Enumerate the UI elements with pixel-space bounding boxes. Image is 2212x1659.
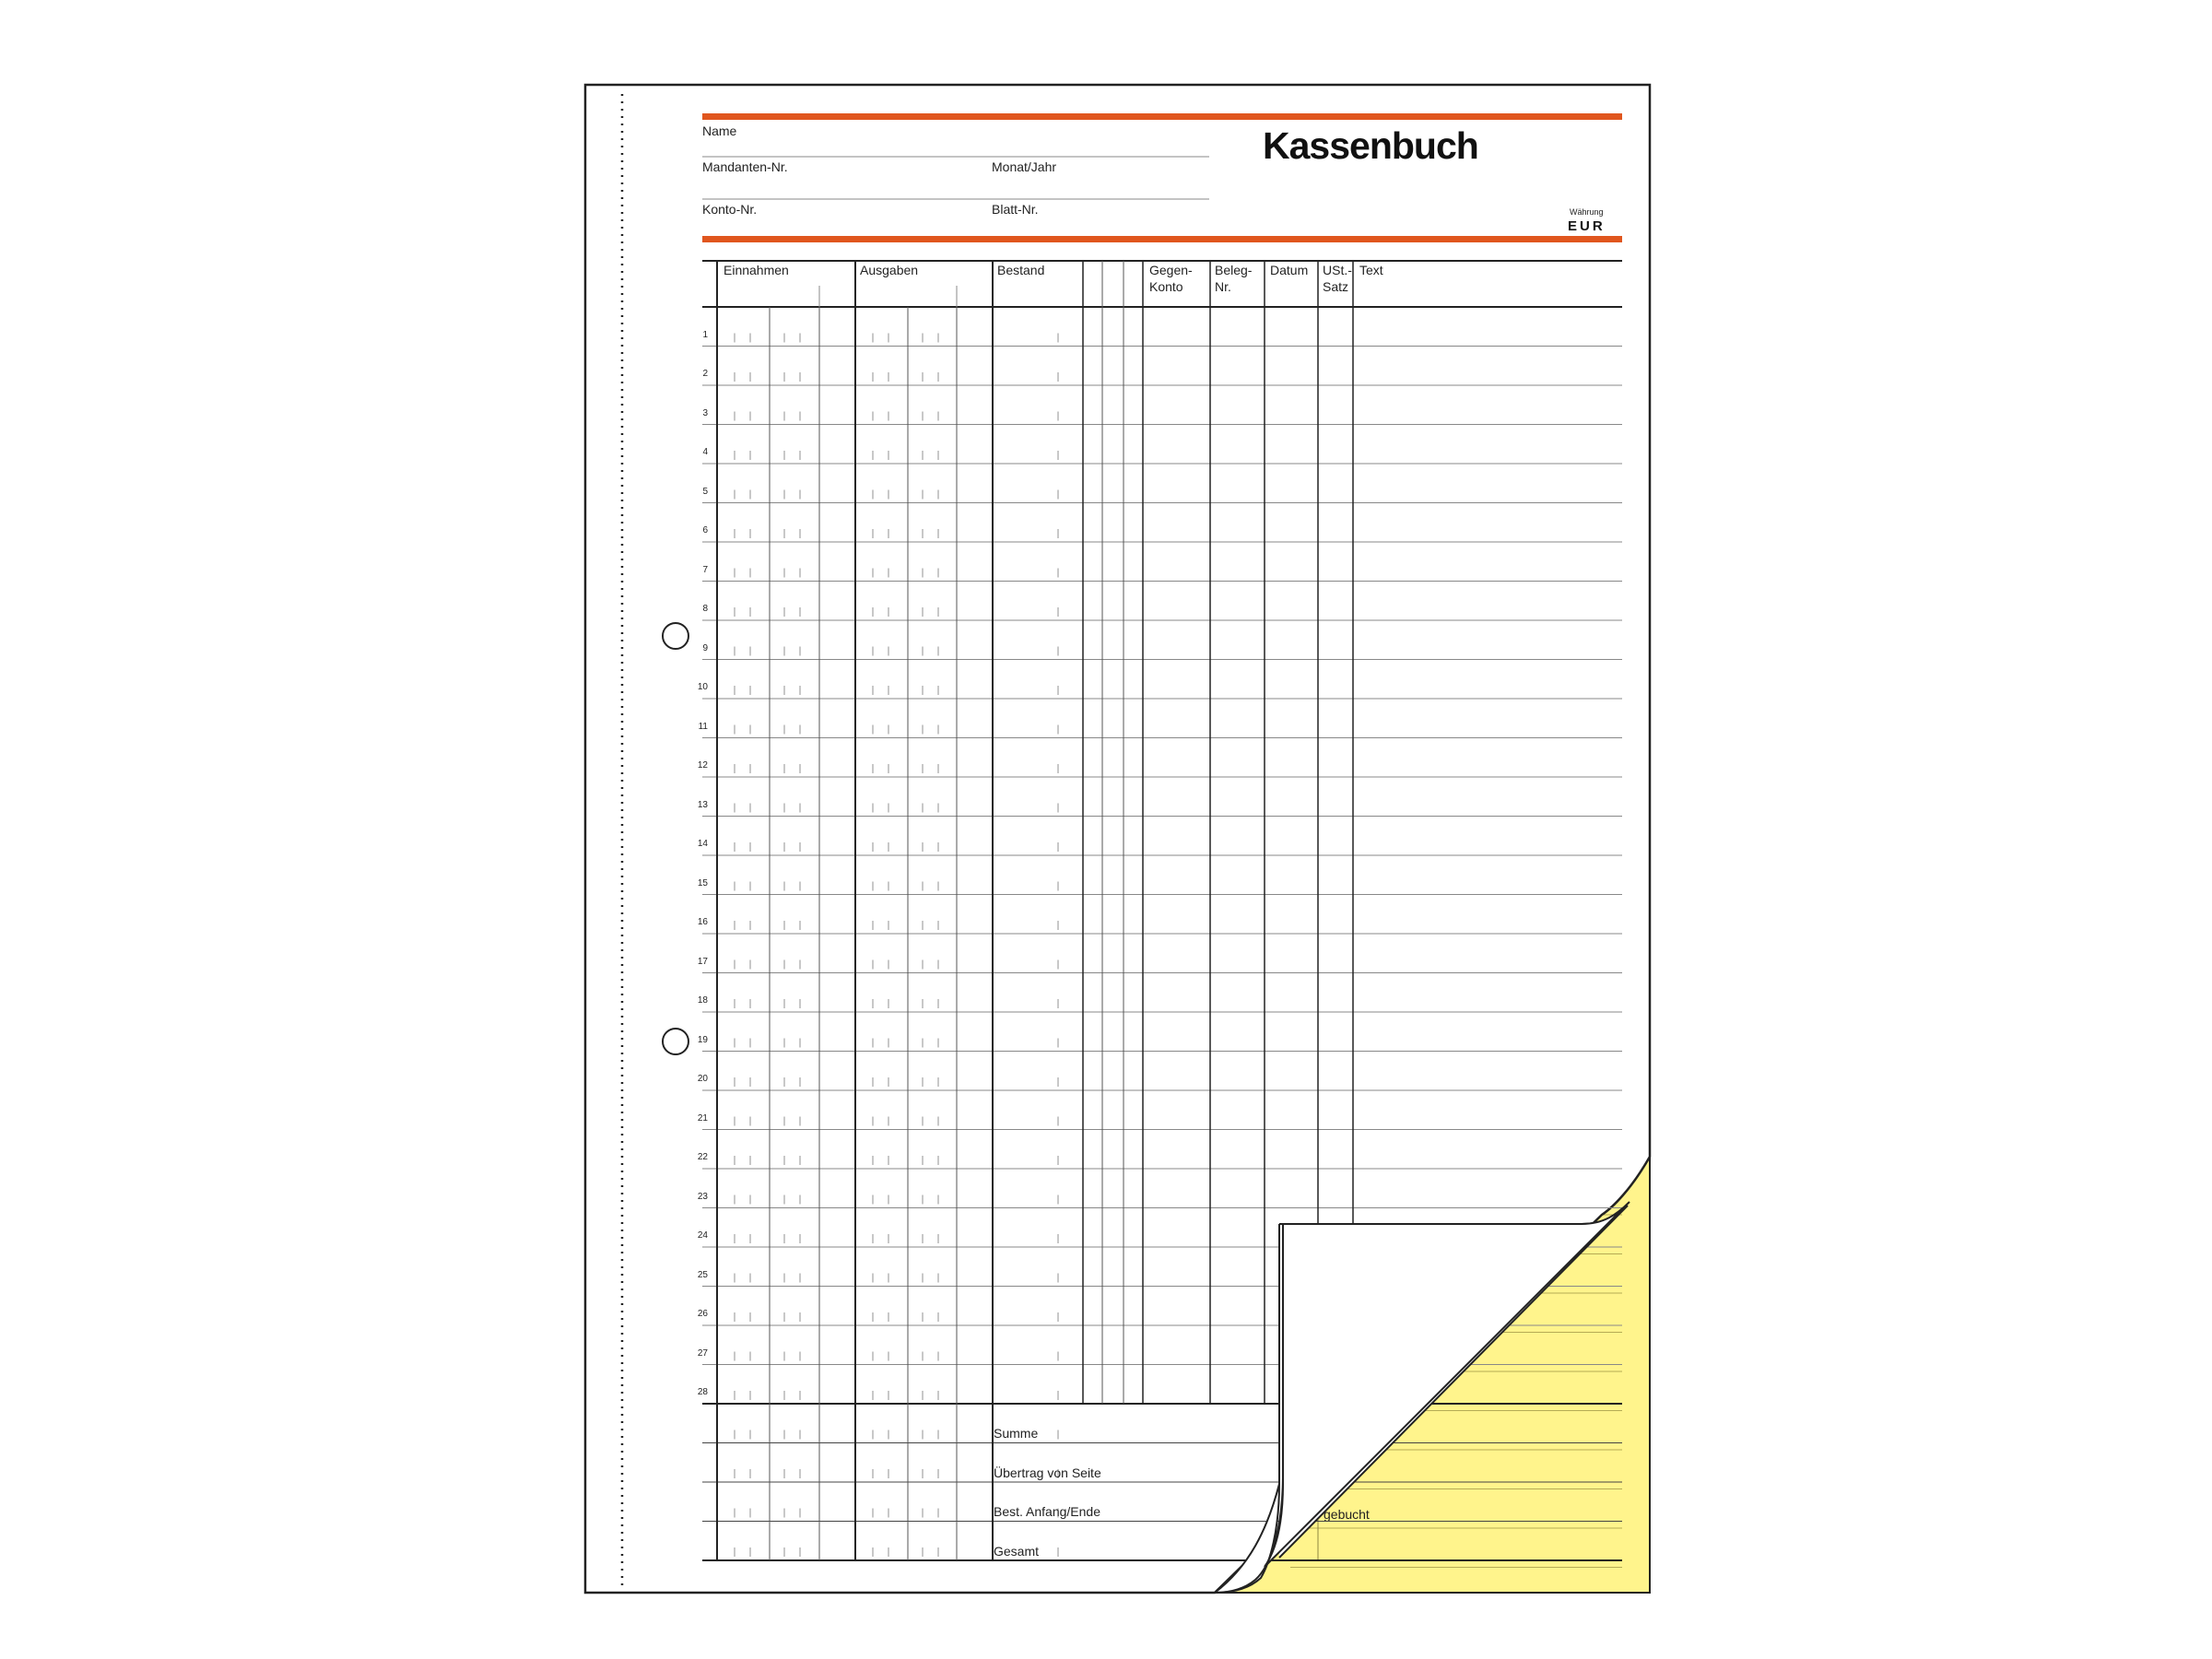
form-title: Kassenbuch (1263, 124, 1478, 167)
col-header-datum: Datum (1270, 263, 1309, 277)
field-label-blatt: Blatt-Nr. (992, 202, 1039, 217)
col-header-ust-1: USt.- (1323, 263, 1352, 277)
col-header-text: Text (1359, 263, 1383, 277)
row-number: 26 (697, 1309, 708, 1319)
row-number: 18 (697, 995, 708, 1006)
row-number: 9 (702, 643, 708, 653)
row-number: 5 (702, 487, 708, 497)
row-number: 1 (702, 330, 708, 340)
col-header-einnahmen: Einnahmen (724, 263, 789, 277)
col-header-gegenkonto-2: Konto (1149, 279, 1183, 294)
punch-hole-lower (663, 1029, 688, 1054)
row-number: 20 (697, 1074, 708, 1084)
punch-hole-upper (663, 623, 688, 649)
row-number: 21 (697, 1113, 708, 1124)
field-label-mandant: Mandanten-Nr. (702, 159, 788, 174)
col-header-belegnr-1: Beleg- (1215, 263, 1253, 277)
row-number: 2 (702, 369, 708, 379)
summary-label-bestand: Best. Anfang/Ende (994, 1504, 1100, 1519)
row-number: 22 (697, 1152, 708, 1162)
row-number: 6 (702, 525, 708, 535)
row-number: 10 (697, 682, 708, 692)
row-number: 11 (698, 722, 708, 732)
accent-bar-bottom (702, 236, 1622, 242)
row-number: 15 (697, 878, 708, 888)
summary-label-uebertrag: Übertrag von Seite (994, 1465, 1101, 1480)
row-number: 17 (697, 957, 708, 967)
row-number: 12 (697, 760, 708, 771)
accent-bar-top (702, 113, 1622, 120)
row-number: 19 (697, 1035, 708, 1045)
col-header-bestand: Bestand (997, 263, 1045, 277)
currency-label: Währung (1570, 207, 1604, 217)
row-number: 28 (697, 1387, 708, 1397)
col-header-gegenkonto-1: Gegen- (1149, 263, 1193, 277)
row-number: 24 (697, 1230, 708, 1241)
row-number: 4 (702, 447, 708, 457)
col-header-ust-2: Satz (1323, 279, 1349, 294)
row-number: 25 (697, 1270, 708, 1280)
summary-label-gesamt: Gesamt (994, 1544, 1040, 1559)
row-number: 8 (702, 604, 708, 614)
summary-label-summe: Summe (994, 1426, 1039, 1441)
row-number: 14 (697, 839, 708, 849)
row-number: 3 (702, 408, 708, 418)
field-label-monat: Monat/Jahr (992, 159, 1057, 174)
row-number: 16 (697, 917, 708, 927)
col-header-ausgaben: Ausgaben (860, 263, 919, 277)
currency-value: EUR (1568, 218, 1606, 234)
row-number: 27 (697, 1348, 708, 1359)
row-number: 23 (697, 1192, 708, 1202)
row-number: 13 (697, 800, 708, 810)
field-label-name: Name (702, 124, 737, 138)
row-number: 7 (702, 565, 708, 575)
col-header-belegnr-2: Nr. (1215, 279, 1231, 294)
field-label-konto: Konto-Nr. (702, 202, 758, 217)
underlay-text-gebucht: gebucht (1324, 1507, 1370, 1522)
